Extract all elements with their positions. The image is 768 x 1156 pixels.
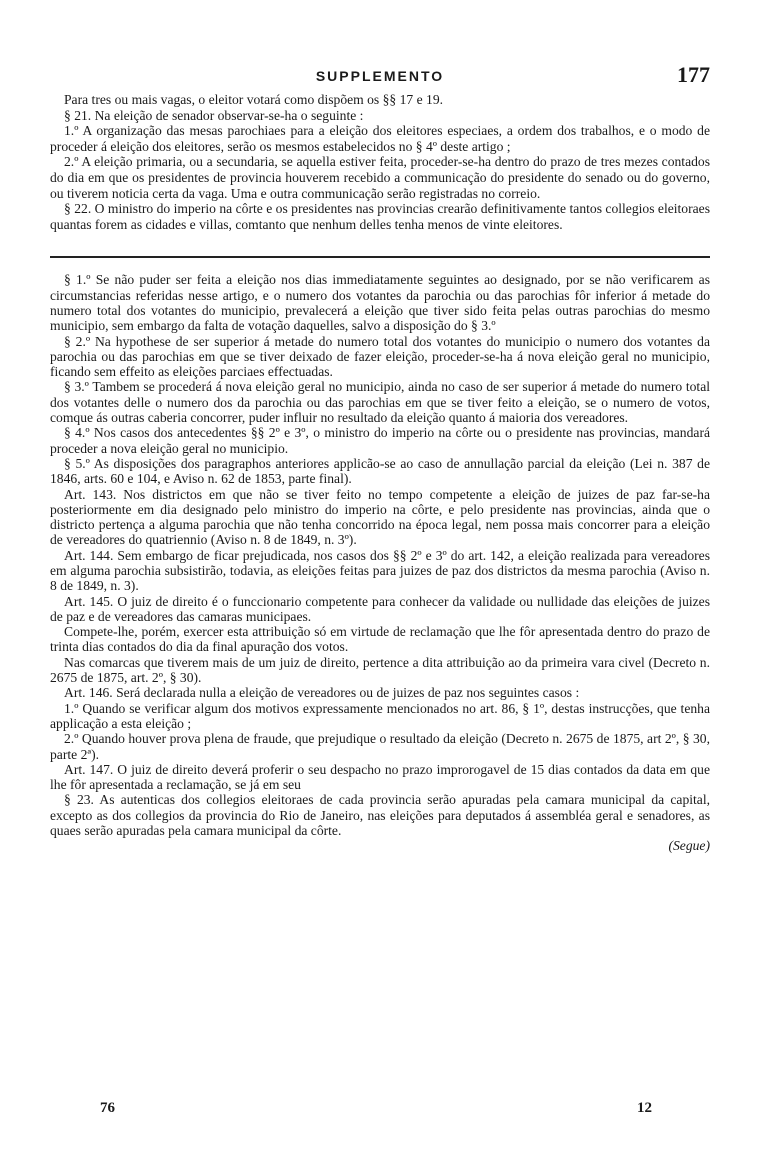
page [50,62,710,854]
signature-mark-left: 76 [100,1100,115,1116]
paragraph: Para tres ou mais vagas, o eleitor votará como dispõem os §§ 17 e 19. [64,92,444,107]
notes-text [50,272,710,853]
page-number: 177 [677,62,710,87]
note-paragraph: § 5.º As disposições dos paragraphos anteriores applicão-se ao caso de annullação parcial da eleição (Lei n. 387 de 1846, arts. 60 e 104, e Aviso n. 62 de 1853, parte final). [50,455,710,487]
note-paragraph: Art. 146. Será declarada nulla a eleição de vereadores ou de juizes de paz nos seguintes casos : [64,685,580,701]
paragraph: 2.º A eleição primaria, ou a secundaria, se aquella estiver feita, proceder-se-ha dentro do prazo de tres mezes contados do dia em que os presidentes de provincia houverem recebido a communicação do presidente do senado ou do governo, ou tiverem noticia certa da vaga. Uma e outra communicação serão registradas no correio. [50,154,710,201]
paragraph: 1.º A organização das mesas parochiaes para a eleição dos eleitores especiaes, a ordem dos trabalhos, e o modo de proceder á eleição dos eleitores, serão os mesmos estabelecidos no § 4º deste artigo ; [50,123,710,154]
note-paragraph: 2.º Quando houver prova plena de fraude, que prejudique o resultado da eleição (Decreto n. 2675 de 1875, art 2º, § 30, parte 2ª). [50,731,710,762]
note-paragraph: Art. 145. O juiz de direito é o funccionario competente para conhecer da validade ou nullidade das eleições de juizes de paz e de vereadores das camaras municipaes. [50,593,710,624]
segue-line [50,838,710,853]
note-paragraph: § 3.º Tambem se procederá á nova eleição geral no municipio, ainda no caso de ser superior á metade do numero total dos votantes delle o numero dos da parochia ou das parochias em que se tiver feito a eleição, se o numero de votos, comque ás outras caberia concorrer, puder influir no resultado da eleição quanto á maioria dos vereadores. [50,379,710,426]
segue-mark: (Segue) [668,838,710,854]
statute-text [50,92,710,232]
page-header [50,62,710,92]
page-footer [100,1100,652,1117]
note-paragraph: Art. 143. Nos districtos em que não se tiver feito no tempo competente a eleição de juizes de paz far-se-ha posteriormente em dia designado pelo ministro do imperio na côrte, e pelo presidente nas provincias, ainda que o districto pertença a alguma parochia que não tenha concorrido na época legal, nem possa mais concorrer para a eleição de vereadores do quatriennio (Aviso n. 8 de 1849, n. 3º). [50,486,710,548]
note-paragraph: § 2.º Na hypothese de ser superior á metade do numero total dos votantes do municipio o numero dos votantes da parochia ou das parochias em que se tiver deixado de fazer eleição, proceder-se-ha á nova eleição geral no municipio, ficando sem effeito as eleições parciaes effectuadas. [50,333,710,380]
note-paragraph: § 4.º Nos casos dos antecedentes §§ 2º e 3º, o ministro do imperio na côrte ou o presidente nas provincias, mandará proceder a nova eleição geral no municipio. [50,425,710,456]
note-paragraph: 1.º Quando se verificar algum dos motivos expressamente mencionados no art. 86, § 1º, destas instrucções, que tenha applicação a esta eleição ; [50,700,710,731]
signature-mark-right: 12 [637,1100,652,1116]
note-paragraph: Art. 147. O juiz de direito deverá proferir o seu despacho no prazo improrogavel de 15 dias contados da data em que lhe fôr apresentada a reclamação, se já em seu [50,761,710,793]
running-title: SUPPLEMENTO [315,68,445,84]
paragraph: § 22. O ministro do imperio na côrte e os presidentes nas provincias crearão definitivamente tantos collegios eleitoraes quantas forem as cidades e villas, comtanto que nenhum delles tenha menos de vinte eleitores. [50,201,710,232]
note-paragraph: § 1.º Se não puder ser feita a eleição nos dias immediatamente seguintes ao designado, por se não verificarem as circumstancias referidas nesse artigo, e o numero dos votantes da parochia ou das parochias fôr inferior á metade do numero total dos votantes do municipio, prevalecerá a eleição que tiver sido feita pelas outras parochias do mesmo municipio, sem embargo da falta de votação daquelles, salvo a disposição do § 3.º [50,272,710,334]
note-paragraph: Art. 144. Sem embargo de ficar prejudicada, nos casos dos §§ 2º e 3º do art. 142, a eleição realizada para vereadores em alguma parochia subsistirão, todavia, as eleições feitas para juizes de paz dos districtos da mesma parochia (Aviso n. 8 de 1849, n. 3). [50,547,710,594]
note-paragraph: Compete-lhe, porém, exercer esta attribuição só em virtude de reclamação que lhe fôr apresentada dentro do prazo de trinta dias contados do dia da final apuração dos votos. [50,624,710,655]
note-paragraph: Nas comarcas que tiverem mais de um juiz de direito, pertence a dita attribuição ao da primeira vara civel (Decreto n. 2675 de 1875, art. 2º, § 30). [50,654,710,686]
note-paragraph: § 23. As autenticas dos collegios eleitoraes de cada provincia serão apuradas pela camara municipal da capital, excepto as dos collegios da provincia do Rio de Janeiro, nas eleições para deputados á assembléa geral e senadores, as quaes serão apuradas pela camara municipal da côrte. [50,792,710,839]
paragraph: § 21. Na eleição de senador observar-se-ha o seguinte : [64,107,364,123]
section-divider [50,256,710,258]
